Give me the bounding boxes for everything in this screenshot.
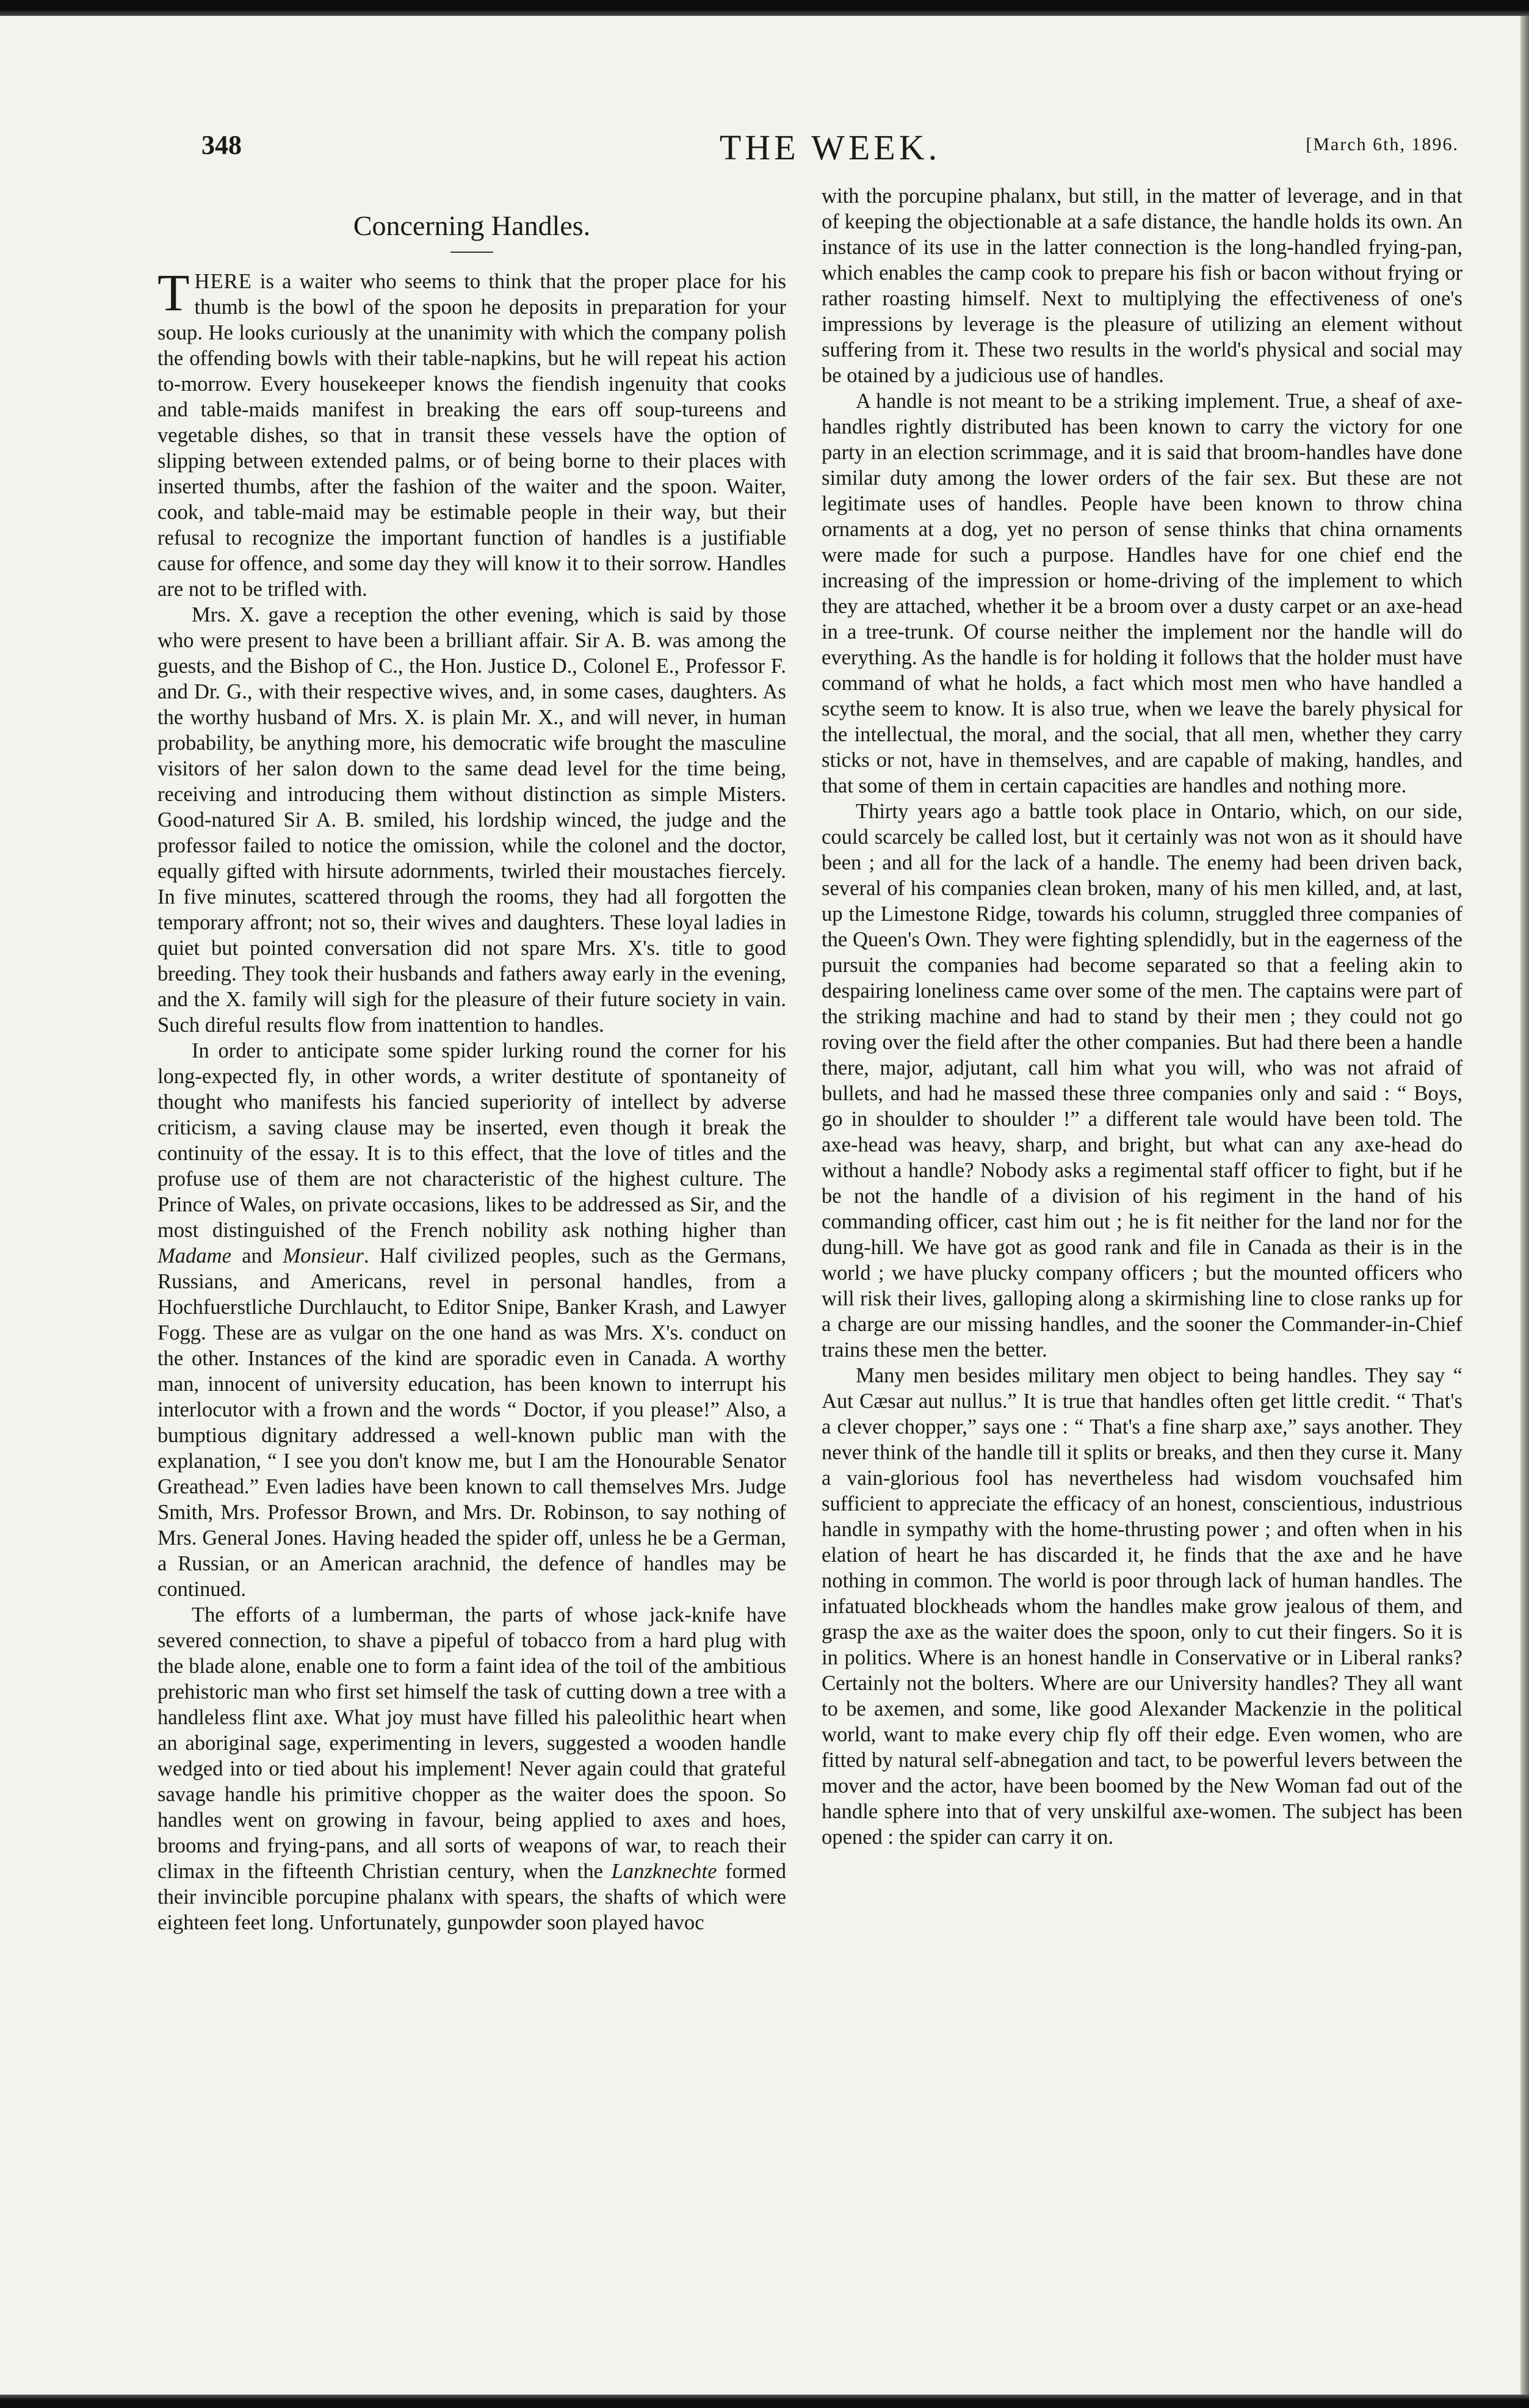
paragraph-4-continued: with the porcupine phalanx, but still, in the matter of leverage, and in that of keeping the objectionable at a safe distance, the handle holds its own. An instance of its use in the latter connection is the long-handled frying-pan, which enables the camp cook to prepare his fish or bacon without frying or rather roasting himself. Next to multiplying the effectiveness of one's impressions by leverage is the pleasure of utilizing an element without suffering from it. These two results in the world's physical and social may be otained by a judicious use of handles. — [822, 184, 1462, 387]
scan-edge-top — [0, 0, 1529, 16]
paragraph-3 — [157, 1038, 786, 1602]
paragraph-5: A handle is not meant to be a striking implement. True, a sheaf of axe-handles rightly distributed has been known to carry the victory for one party in an election scrimmage, and it is said that broom-handles have done similar duty among the lower orders of the fair sex. But these are not legitimate uses of handles. People have been known to throw china ornaments at a dog, yet no person of sense thinks that china ornaments were made for such a purpose. Handles have for one chief end the increasing of the impression or home-driving of the implement to which they are attached, whether it be a broom over a dusty carpet or an axe-head in a tree-trunk. Of course neither the implement nor the handle will do everything. As the handle is for holding it follows that the holder must have command of what he holds, a fact which most men who have handled a scythe seem to know. It is also true, when we leave the barely physical for the intellectual, the moral, and the social, that all men, whether they carry sticks or not, have in themselves, and are capable of making, handles, and that some of them in certain capacities are handles and nothing more. — [822, 390, 1462, 797]
lead-word: HERE — [194, 270, 252, 293]
scan-edge-right — [1520, 16, 1529, 2395]
paragraph-6: Thirty years ago a battle took place in Ontario, which, on our side, could scarcely be called lost, but it certainly was not won as it should have been ; and all for the lack of a handle. The enemy had been driven back, several of his companies clean broken, many of his men killed, and, at last, up the Limestone Ridge, towards his column, struggled three companies of the Queen's Own. They were fighting splendidly, but in the eagerness of the pursuit the companies had become separated so that a feeling akin to despairing loneliness came over some of the men. The captains were part of the striking machine and had to stand by their men ; they could not go roving over the field after the other companies. But had there been a handle there, major, adjutant, call him what you will, who was not afraid of bullets, and had he massed these three companies only and said : “ Boys, go in shoulder to shoulder !” a different tale would have been told. The axe-head was heavy, sharp, and bright, but what can any axe-head do without a handle? Nobody asks a regimental staff officer to fight, but if he be not the handle of a division of his regiment in the hand of his commanding officer, cast him out ; he is fit neither for the land nor for the dung-hill. We have got as good rank and file in Canada as their is in the world ; we have plucky company officers ; but the mounted officers who will risk their lives, galloping along a skirmishing line to close ranks up for a charge are our missing handles, and the sooner the Commander-in-Chief trains these men the better. — [822, 800, 1462, 1362]
issue-date: [March 6th, 1896. — [1306, 134, 1459, 154]
journal-title: THE WEEK. — [719, 128, 941, 167]
paragraph-3-text-b: . Half civilized peoples, such as the Germans, Russians, and Americans, revel in personal handles, from a Hochfuerstliche Durchlaucht, to Editor Snipe, Banker Krash, and Lawyer Fogg. These are as vulgar on the one hand as was Mrs. X's. conduct on the other. Instances of the kind are sporadic even in Canada. A worthy man, innocent of university education, has been known to interrupt his interlocutor with a frown and the words “ Doctor, if you please!” Also, a bumptious dignitary addressed a well-known public man with the explanation, “ I see you don't know me, but I am the Honourable Senator Greathead.” Even ladies have been known to call themselves Mrs. Judge Smith, Mrs. Professor Brown, and Mrs. Dr. Robinson, to say nothing of Mrs. General Jones. Having headed the spider off, unless he be a German, a Russian, or an American arachnid, the defence of handles may be continued. — [157, 1244, 786, 1601]
italic-lanzknechte: Lanzknechte — [611, 1860, 717, 1883]
column-right — [822, 183, 1462, 1850]
page-header — [201, 129, 1459, 178]
title-rule — [450, 252, 493, 253]
page-number: 348 — [201, 130, 242, 160]
drop-cap: T — [157, 263, 190, 322]
column-left — [157, 195, 786, 1935]
paragraph-1-text: is a waiter who seems to think that the proper place for his thumb is the bowl of the spoon he deposits in preparation for your soup. He looks curiously at the unanimity with which the company polish the offending bowls with their table-napkins, but he will repeat his action to-morrow. Every housekeeper knows the fiendish ingenuity that cooks and table-maids manifest in breaking the ears off soup-tureens and vegetable dishes, so that in transit these vessels have the option of slipping between extended palms, or of being borne to their places with inserted thumbs, after the fashion of the waiter and the spoon. Waiter, cook, and table-maid may be estimable people in their way, but their refusal to recognize the important function of handles is a justifiable cause for offence, and some day they will know it to their sorrow. Handles are not to be trifled with. — [157, 270, 786, 601]
paragraph-7: Many men besides military men object to being handles. They say “ Aut Cæsar aut nullus.” It is true that handles often get little credit. “ That's a clever chopper,” says one : “ That's a fine sharp axe,” says another. They never think of the handle till it splits or breaks, and then they curse it. Many a vain-glorious fool has nevertheless had wisdom vouchsafed him sufficient to appreciate the efficacy of an honest, conscientious, industrious handle in sympathy with the home-thrusting power ; and often when in his elation of heart he has discarded it, he finds that the axe and he have nothing in common. The world is poor through lack of human handles. The infatuated blockheads whom the handles make grow jealous of them, and grasp the axe as the waiter does the spoon, only to cut their fingers. So it is in politics. Where is an honest handle in Conservative or in Liberal ranks? Certainly not the bolters. Where are our University handles? They all want to be axemen, and some, like good Alexander Mackenzie in the political world, want to make every chip fly off their edge. Even women, who are fitted by natural self-abnegation and tact, to be powerful levers between the mover and the actor, have been boomed by the New Woman fad out of the handle sphere into that of very unskilful axe-women. The subject has been opened : the spider can carry it on. — [822, 1364, 1462, 1849]
paragraph-4-text-b: formed their invincible porcupine phalanx with spears, the shafts of which were eighteen feet long. Unfortunately, gunpowder soon played havoc — [157, 1860, 786, 1934]
paragraph-3-text-a: In order to anticipate some spider lurking round the corner for his long-expected fly, in other words, a writer destitute of spontaneity of thought who manifests his fancied superiority of intellect by adverse criticism, a saving clause may be inserted, even though it break the continuity of the essay. It is to this effect, that the love of titles and the profuse use of them are not characteristic of the highest culture. The Prince of Wales, on private occasions, likes to be addressed as Sir, and the most distinguished of the French nobility ask nothing higher than — [157, 1039, 786, 1242]
scan-edge-bottom — [0, 2395, 1529, 2408]
paragraph-1 — [157, 263, 786, 602]
italic-monsieur: Monsieur — [283, 1244, 364, 1267]
paragraph-2: Mrs. X. gave a reception the other evening, which is said by those who were present to have been a brilliant affair. Sir A. B. was among the guests, and the Bishop of C., the Hon. Justice D., Colonel E., Professor F. and Dr. G., with their respective wives, and, in some cases, daughters. As the worthy husband of Mrs. X. is plain Mr. X., and will never, in human probability, be anything more, his democratic wife brought the masculine visitors of her salon down to the same dead level for the time being, receiving and introducing them without distinction as simple Misters. Good-natured Sir A. B. smiled, his lordship winced, the judge and the professor failed to notice the omission, while the colonel and the doctor, equally gifted with hirsute adornments, twirled their moustaches fiercely. In five minutes, scattered through the rooms, they had all forgotten the temporary affront; not so, their wives and daughters. These loyal ladies in quiet but pointed conversation did not spare Mrs. X's. title to good breeding. They took their husbands and fathers away early in the evening, and the X. family will sigh for the pleasure of their future society in vain. Such direful results flow from inattention to handles. — [157, 603, 786, 1037]
paragraph-3-and: and — [231, 1244, 283, 1267]
italic-madame: Madame — [157, 1244, 231, 1267]
article-title: Concerning Handles. — [353, 210, 591, 241]
paragraph-4-text-a: The efforts of a lumberman, the parts of whose jack-knife have severed connection, to shave a pipeful of tobacco from a hard plug with the blade alone, enable one to form a faint idea of the toil of the ambitious prehistoric man who first set himself the task of cutting down a tree with a handleless flint axe. What joy must have filled his paleolithic heart when an aboriginal sage, experimenting in levers, suggested a wooden handle wedged into or tied about his implement! Never again could that grateful savage handle his primitive chopper as the waiter does the spoon. So handles went on growing in favour, being applied to axes and hoes, brooms and frying-pans, and all sorts of weapons of war, to reach their climax in the fifteenth Christian century, when the — [157, 1603, 786, 1883]
paragraph-4 — [157, 1602, 786, 1935]
